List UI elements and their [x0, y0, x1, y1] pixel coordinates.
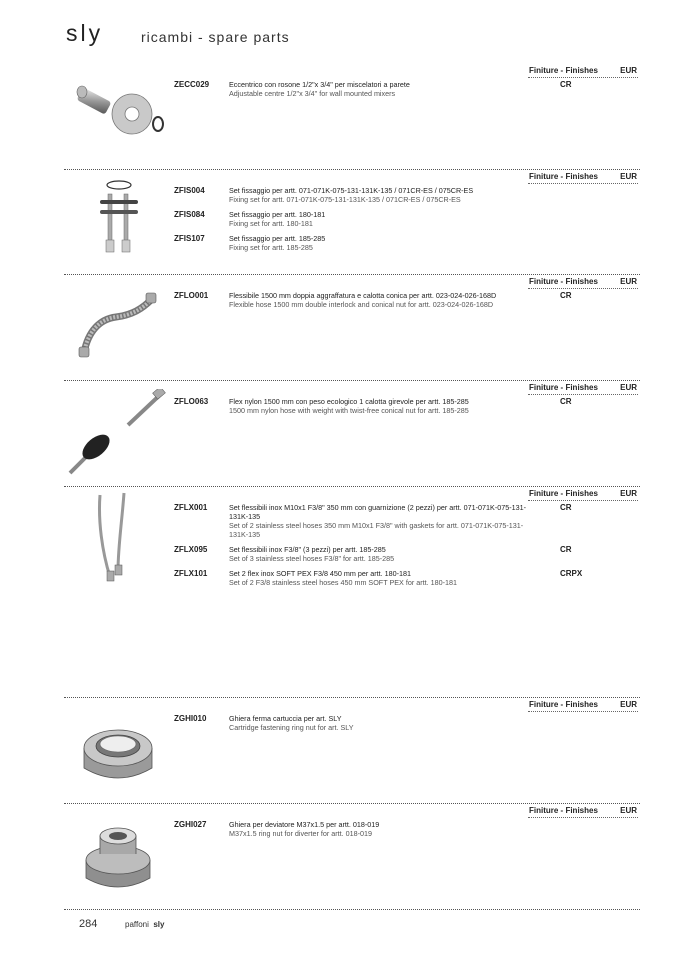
product-code: ZFIS004	[174, 186, 205, 195]
section-divider	[64, 274, 640, 275]
description-en: M37x1.5 ring nut for diverter for artt. 018-019	[229, 829, 373, 838]
product-code: ZFIS107	[174, 234, 205, 243]
finish-code: CR	[560, 80, 572, 89]
product-code: ZGHI027	[174, 820, 207, 829]
description-en: Set of 2 F3/8 stainless steel hoses 450 mm SOFT PEX for artt. 180-181	[229, 578, 457, 587]
product-code: ZFLX101	[174, 569, 208, 578]
flexible-hose-image	[76, 291, 160, 359]
description-en: Set of 2 stainless steel hoses 350 mm M10x1 F3/8" with gaskets for artt. 071-071K-075-131-131K-135	[229, 521, 524, 539]
description-en: Fixing set for artt. 185-285	[229, 243, 313, 252]
description-it: Ghiera ferma cartuccia per art. SLY	[229, 714, 342, 723]
finish-code: CR	[560, 503, 572, 512]
description-it: Set flessibili inox F3/8" (3 pezzi) per artt. 185-285	[229, 545, 386, 554]
page-subtitle: ricambi - spare parts	[141, 29, 290, 45]
product-code: ZFLO063	[174, 397, 209, 406]
description-en: Flexible hose 1500 mm double interlock and conical nut for artt. 023-024-026-168D	[229, 300, 494, 309]
nylon-hose-image	[66, 389, 170, 477]
finish-code: CR	[560, 545, 572, 554]
product-code: ZFLO001	[174, 291, 209, 300]
section-divider	[64, 697, 640, 698]
diverter-ring-nut-image	[82, 820, 154, 894]
description-it: Flessibile 1500 mm doppia aggraffatura e calotta conica per artt. 023-024-026-168D	[229, 291, 497, 300]
description-it: Ghiera per deviatore M37x1.5 per artt. 018-019	[229, 820, 380, 829]
steel-hoses-image	[92, 491, 136, 585]
finish-code: CRPX	[560, 569, 583, 578]
description-en: Set of 3 stainless steel hoses F3/8" for artt. 185-285	[229, 554, 395, 563]
section-divider	[64, 486, 640, 487]
section-divider	[64, 803, 640, 804]
ring-nut-image	[80, 718, 156, 790]
page-number: 284	[79, 918, 98, 930]
description-en: 1500 mm nylon hose with weight with twist-free conical nut for artt. 185-285	[229, 406, 469, 415]
finishes-header: Finiture - Finishes EUR	[528, 172, 638, 184]
finish-code: CR	[560, 291, 572, 300]
eccentric-fitting-image	[72, 78, 172, 140]
section-divider	[64, 380, 640, 381]
finishes-header: Finiture - Finishes EUR	[528, 489, 638, 501]
finishes-header: Finiture - Finishes EUR	[528, 66, 638, 78]
description-en: Cartridge fastening ring nut for art. SLY	[229, 723, 354, 732]
footer-brand: paffoni sly	[125, 920, 165, 929]
product-code: ZFLX001	[174, 503, 208, 512]
fixing-set-image	[96, 178, 142, 264]
product-code: ZFLX095	[174, 545, 208, 554]
section-divider	[64, 909, 640, 910]
finishes-header: Finiture - Finishes EUR	[528, 806, 638, 818]
description-it: Set fissaggio per artt. 071-071K-075-131-131K-135 / 071CR-ES / 075CR-ES	[229, 186, 474, 195]
finishes-header: Finiture - Finishes EUR	[528, 383, 638, 395]
finish-code: CR	[560, 397, 572, 406]
finishes-header: Finiture - Finishes EUR	[528, 277, 638, 289]
description-it: Set 2 flex inox SOFT PEX F3/8 450 mm per artt. 180-181	[229, 569, 412, 578]
product-code: ZFIS084	[174, 210, 205, 219]
product-code: ZGHI010	[174, 714, 207, 723]
description-it: Set flessibili inox M10x1 F3/8" 350 mm con guarnizione (2 pezzi) per artt. 071-071K-075-131-131K-135	[229, 503, 526, 521]
description-it: Set fissaggio per artt. 180-181	[229, 210, 326, 219]
description-it: Eccentrico con rosone 1/2"x 3/4" per miscelatori a parete	[229, 80, 410, 89]
product-code: ZECC029	[174, 80, 210, 89]
finishes-header: Finiture - Finishes EUR	[528, 700, 638, 712]
description-en: Fixing set for artt. 071-071K-075-131-131K-135 / 071CR-ES / 075CR-ES	[229, 195, 461, 204]
description-it: Set fissaggio per artt. 185-285	[229, 234, 326, 243]
brand-title: sly	[66, 20, 104, 46]
description-it: Flex nylon 1500 mm con peso ecologico 1 calotta girevole per artt. 185-285	[229, 397, 469, 406]
section-divider	[64, 169, 640, 170]
description-en: Fixing set for artt. 180-181	[229, 219, 313, 228]
description-en: Adjustable centre 1/2"x 3/4" for wall mounted mixers	[229, 89, 396, 98]
